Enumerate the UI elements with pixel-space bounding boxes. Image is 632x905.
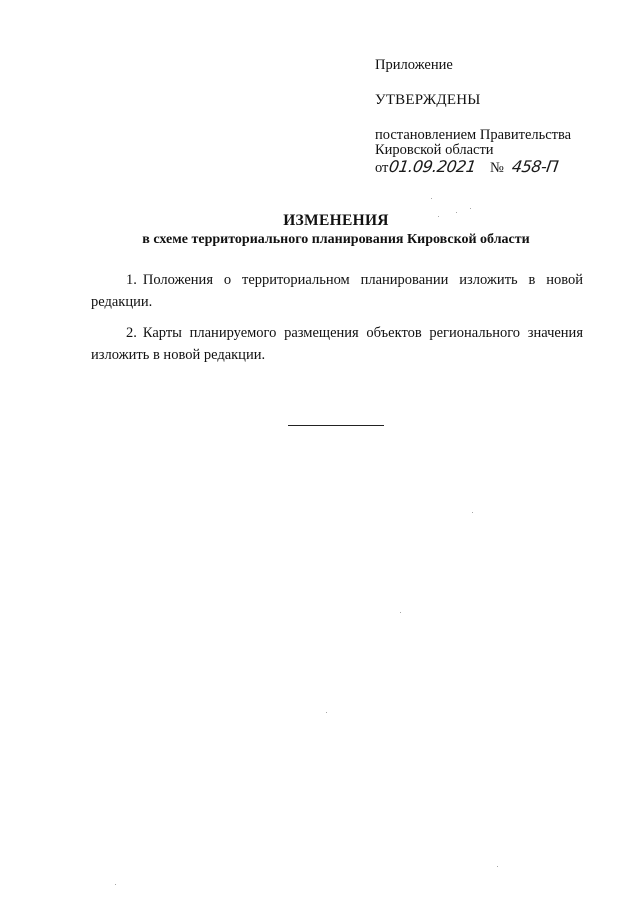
number-sign: № [490,159,504,176]
approval-block [375,58,615,175]
resolution-text: постановлением Правительства [375,126,572,143]
closing-rule [288,425,384,426]
paragraph-number: 1. [126,272,137,288]
date-number-line [375,156,615,176]
scan-speck [470,208,471,209]
paragraph-2 [91,322,583,366]
document-title: ИЗМЕНЕНИЯ [283,212,389,229]
document-body [91,269,583,366]
annex-label: Приложение [375,57,453,73]
scan-speck [326,712,327,713]
scan-speck [497,866,498,867]
handwritten-date: 01.09.2021 [388,156,478,176]
paragraph-number: 2. [126,325,137,341]
document-subtitle: в схеме территориального планирования Кировской области [142,232,530,247]
paragraph-text: Положения о территориальном планировании изложить в новой редакции. [91,272,583,310]
scan-speck [438,216,439,217]
scan-speck [431,198,432,199]
approved-label: УТВЕРЖДЕНЫ [375,91,481,108]
scan-speck [456,212,457,213]
paragraph-1 [91,269,583,313]
scan-speck [115,884,116,885]
scan-speck [472,512,473,513]
paragraph-text: Карты планируемого размещения объектов регионального значения изложить в новой редакции. [91,325,583,363]
region-text: Кировской области [375,142,494,158]
date-prefix: от [375,159,389,176]
handwritten-number: 458-П [510,156,560,176]
scan-speck [400,612,401,613]
